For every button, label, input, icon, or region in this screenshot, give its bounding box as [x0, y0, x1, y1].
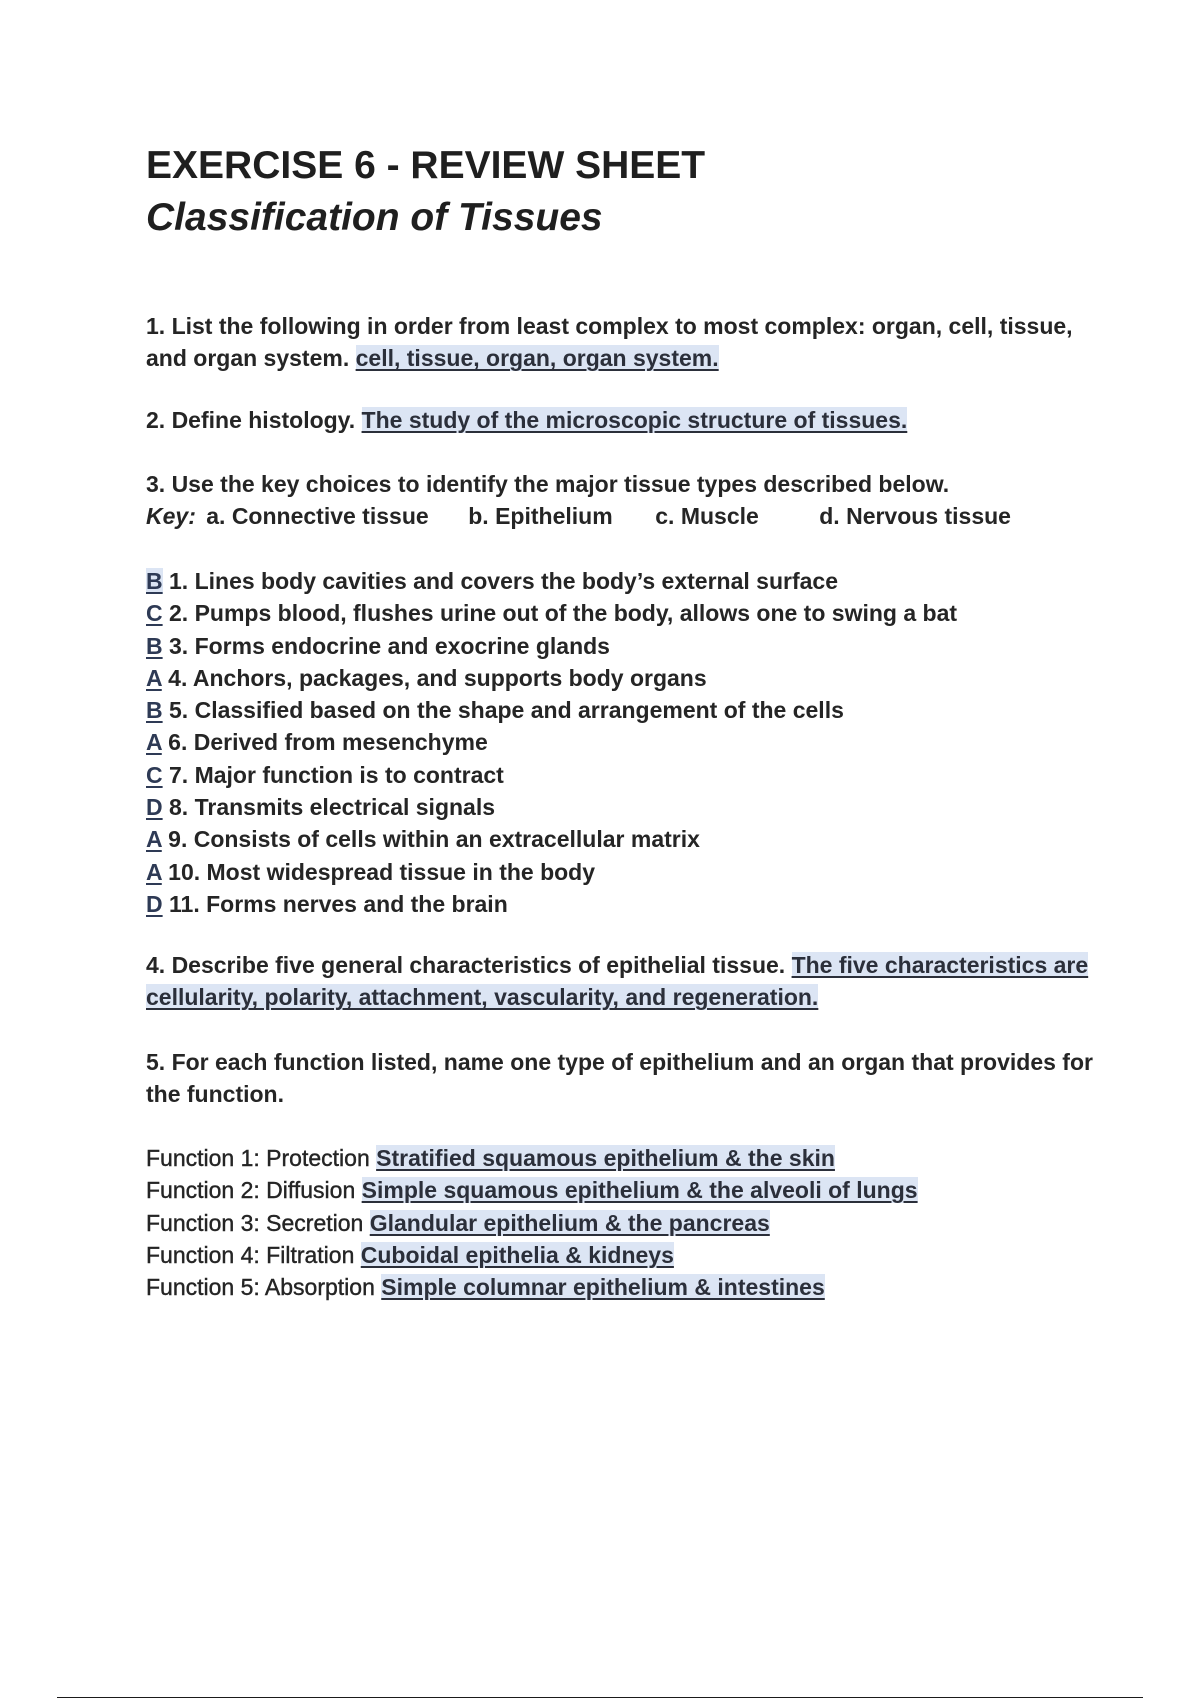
list-item [146, 823, 1106, 855]
function-answer: Simple columnar epithelium & intestines [381, 1274, 825, 1301]
key-choice-c: c. Muscle [655, 503, 759, 530]
function-label: Function 2: Diffusion [146, 1177, 356, 1204]
question-4-answer: The five characteristics are cellularity, polarity, attachment, vascularity, and regeneration. [146, 952, 1089, 1011]
item-answer-letter: C [146, 761, 163, 788]
item-answer-letter: C [146, 600, 163, 627]
list-item [146, 597, 1106, 629]
item-answer-letter: D [146, 890, 163, 917]
item-text: 1. Lines body cavities and covers the body’s external surface [169, 568, 838, 594]
item-text: 5. Classified based on the shape and arrangement of the cells [169, 697, 844, 724]
list-item [146, 759, 1106, 791]
function-answer: Stratified squamous epithelium & the skin [376, 1145, 835, 1171]
function-row [146, 1174, 1106, 1206]
item-answer-letter: A [146, 664, 162, 691]
item-answer-letter: A [146, 729, 162, 756]
function-label: Function 1: Protection [146, 1145, 370, 1171]
question-3 [146, 468, 1106, 533]
list-item [146, 662, 1106, 694]
list-item [146, 856, 1106, 888]
function-label: Function 3: Secretion [146, 1209, 364, 1236]
item-text: 4. Anchors, packages, and supports body organs [168, 664, 707, 691]
answer-key [146, 500, 1106, 532]
question-2-answer: The study of the microscopic structure of tissues. [361, 407, 908, 433]
question-1-answer: cell, tissue, organ, organ system. [355, 345, 719, 372]
item-answer-letter: A [146, 858, 162, 885]
function-label: Function 5: Absorption [146, 1274, 375, 1301]
item-text: 8. Transmits electrical signals [169, 794, 496, 821]
item-text: 6. Derived from mesenchyme [168, 729, 488, 756]
key-label: Key: [146, 503, 196, 530]
key-choice-a: a. Connective tissue [206, 503, 429, 530]
question-3-items [146, 565, 1106, 920]
list-item [146, 726, 1106, 758]
item-text: 3. Forms endocrine and exocrine glands [169, 632, 610, 659]
function-list [146, 1142, 1106, 1303]
question-1-prompt: 1. List the following in order from least complex to most complex: organ, cell, tissue, and organ system. [146, 313, 1073, 372]
question-5 [146, 1046, 1106, 1111]
page-subtitle: Classification of Tissues [146, 196, 603, 239]
question-2 [146, 404, 1106, 436]
page-title: EXERCISE 6 - REVIEW SHEET [146, 144, 706, 187]
function-answer: Simple squamous epithelium & the alveoli of lungs [361, 1177, 918, 1204]
function-answer: Glandular epithelium & the pancreas [369, 1209, 770, 1236]
function-label: Function 4: Filtration [146, 1241, 355, 1268]
item-answer-letter: B [146, 632, 163, 659]
item-text: 9. Consists of cells within an extracellular matrix [168, 826, 700, 853]
item-answer-letter: A [146, 826, 162, 853]
page-bottom-rule [57, 1697, 1143, 1698]
key-choice-d: d. Nervous tissue [819, 503, 1011, 530]
item-text: 11. Forms nerves and the brain [169, 890, 508, 917]
item-answer-letter: B [146, 568, 163, 594]
item-text: 2. Pumps blood, flushes urine out of the body, allows one to swing a bat [169, 600, 958, 627]
item-text: 7. Major function is to contract [169, 761, 504, 788]
question-5-prompt: 5. For each function listed, name one type of epithelium and an organ that provides for the function. [146, 1049, 1093, 1108]
item-text: 10. Most widespread tissue in the body [168, 858, 596, 885]
question-3-prompt: 3. Use the key choices to identify the major tissue types described below. [146, 471, 950, 497]
function-row [146, 1207, 1106, 1239]
list-item [146, 630, 1106, 662]
list-item [146, 888, 1106, 920]
question-2-prompt: 2. Define histology. [146, 407, 356, 433]
question-4-prompt: 4. Describe five general characteristics of epithelial tissue. [146, 952, 786, 978]
list-item [146, 565, 1106, 597]
function-answer: Cuboidal epithelia & kidneys [360, 1241, 674, 1268]
item-answer-letter: B [146, 697, 163, 724]
list-item [146, 694, 1106, 726]
function-row [146, 1239, 1106, 1271]
function-row [146, 1142, 1106, 1174]
item-answer-letter: D [146, 794, 163, 821]
question-4 [146, 949, 1106, 1014]
key-choice-b: b. Epithelium [468, 503, 613, 530]
list-item [146, 791, 1106, 823]
function-row [146, 1271, 1106, 1303]
question-1 [146, 310, 1106, 375]
